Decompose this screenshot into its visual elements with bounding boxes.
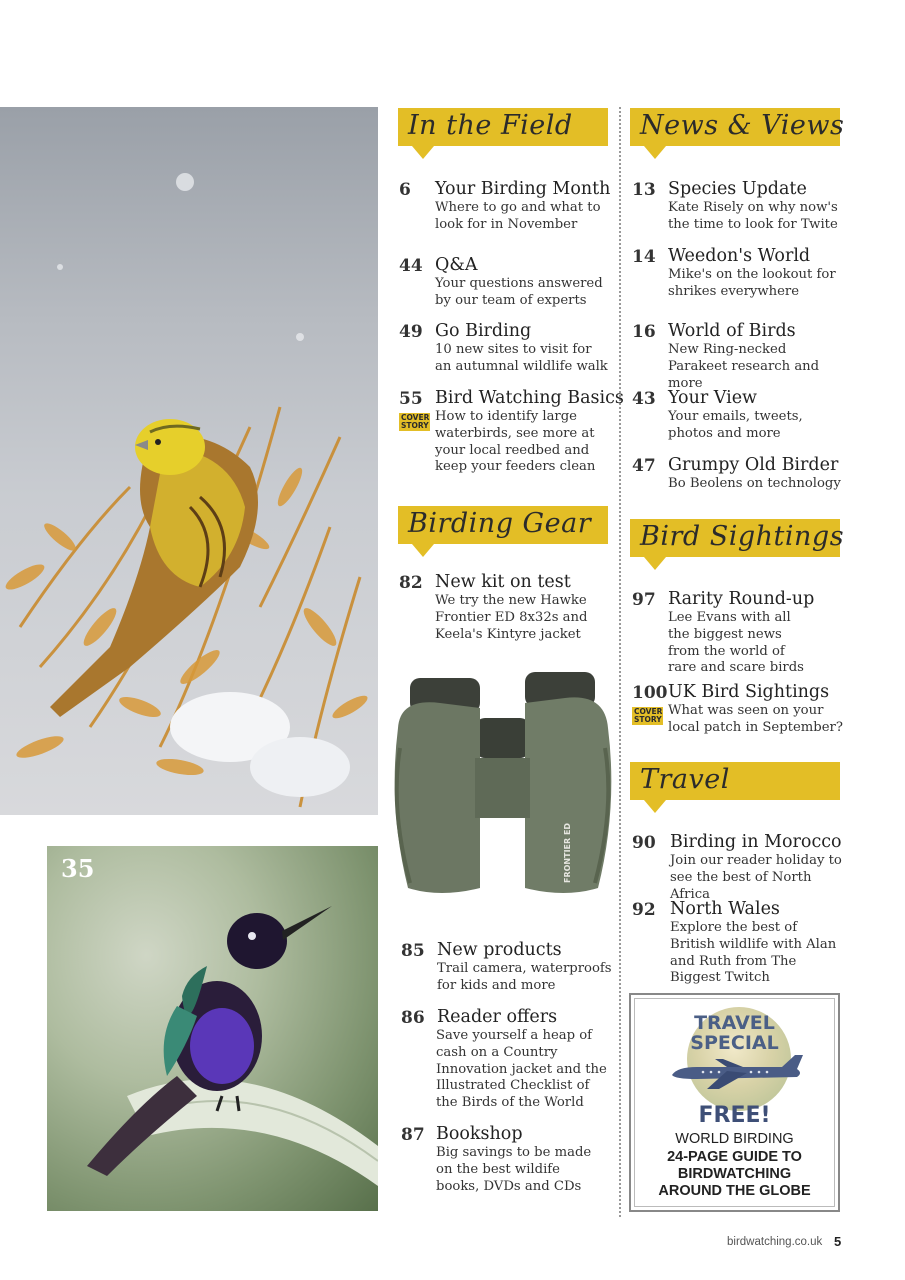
entry-title: Go Birding [435,321,532,341]
page-number: 55 [399,389,423,409]
page-number: 82 [399,573,423,593]
section-header-news-views [630,108,845,146]
binoculars-brand-text: FRONTIER ED [563,822,572,883]
yellowhammer-photo [0,107,378,815]
header-arrow [644,557,666,570]
section-title: In the Field [408,110,573,141]
entry-title: World of Birds [668,321,796,341]
header-arrow [412,544,434,557]
airplane-icon [667,1053,807,1093]
page-number: 49 [399,322,423,342]
entry-description: Explore the best of British wildlife with Alan and Ruth from The Biggest Twitch [670,920,837,986]
page-number: 100 [632,683,668,703]
page-number: 43 [632,389,656,409]
binoculars-photo [380,648,620,940]
entry-title: Your Birding Month [435,179,611,199]
entry-title: Rarity Round-up [668,589,815,609]
entry-description: We try the new Hawke Frontier ED 8x32s and Keela's Kintyre jacket [435,593,588,642]
promo-inner-frame [634,998,835,1207]
entry-title: New products [437,940,562,960]
page-number: 97 [632,590,656,610]
page-number: 47 [632,456,656,476]
footer-website[interactable]: birdwatching.co.uk [727,1236,823,1248]
entry-title: Your View [668,388,758,408]
entry-title: New kit on test [435,572,571,592]
entry-title: Weedon's World [668,246,811,266]
section-header-in-the-field [398,108,608,146]
entry-description: Bo Beolens on technology [668,476,841,491]
yellowhammer-illustration [0,107,378,815]
page-number: 16 [632,322,656,342]
promo-title-line2: SPECIAL [690,1032,779,1054]
entry-description: Join our reader holiday to see the best of North Africa [670,853,842,902]
entry-description: Trail camera, waterproofs for kids and more [437,961,612,993]
entry-title: Bookshop [436,1124,523,1144]
entry-description: Kate Risely on why now's the time to look for Twite [668,200,838,232]
section-title: Travel [640,764,730,795]
entry-description: Big savings to be made on the best wildife books, DVDs and CDs [436,1145,592,1194]
page-number: 85 [401,941,425,961]
entry-description: New Ring-necked Parakeet research and more [668,342,820,391]
entry-description: Where to go and what to look for in November [435,200,601,232]
entry-title: Bird Watching Basics [435,388,624,408]
page-number: 14 [632,247,656,267]
entry-title: Grumpy Old Birder [668,455,839,475]
entry-title: Q&A [435,255,478,275]
page-number: 92 [632,900,656,920]
promo-free-text: FREE! [698,1103,771,1128]
entry-title: North Wales [670,899,780,919]
entry-title: Reader offers [437,1007,558,1027]
section-title: News & Views [640,110,845,141]
travel-special-promo[interactable] [629,993,840,1212]
entry-description: Your questions answered by our team of experts [435,276,603,308]
promo-guide-text [635,1149,834,1200]
entry-description: Mike's on the lookout for shrikes everywhere [668,267,836,299]
page-number: 13 [632,180,656,200]
entry-title: Birding in Morocco [670,832,842,852]
hummingbird-illustration [47,846,378,1211]
photo-page-reference: 35 [61,854,95,883]
column-divider [619,107,621,1217]
promo-world-birding: WORLD BIRDING [675,1131,794,1147]
cover-story-badge: COVER STORY [401,413,430,430]
section-header-bird-sightings [630,519,845,557]
header-arrow [412,146,434,159]
cover-story-badge: COVER STORY [634,707,663,724]
header-arrow [644,146,666,159]
section-header-birding-gear [398,506,608,544]
page-number: 6 [399,180,411,200]
entry-title: UK Bird Sightings [668,682,830,702]
page-number: 87 [401,1125,425,1145]
promo-guide-line1: 24-PAGE GUIDE TO [667,1149,802,1165]
page-number: 90 [632,833,656,853]
entry-description: Lee Evans with all the biggest news from the world of rare and scare birds [668,610,804,676]
header-arrow [644,800,666,813]
entry-description: What was seen on your local patch in September? [668,703,843,735]
entry-title: Species Update [668,179,807,199]
hummingbird-photo [47,846,378,1211]
page-number: 44 [399,256,423,276]
entry-description: Save yourself a heap of cash on a Country Innovation jacket and the Illustrated Checklist of the Birds of the World [436,1028,607,1111]
promo-guide-line3: AROUND THE GLOBE [658,1183,811,1199]
promo-guide-line2: BIRDWATCHING [677,1166,792,1182]
binoculars-illustration [380,648,620,940]
entry-description: 10 new sites to visit for an autumnal wildlife walk [435,342,608,374]
section-title: Bird Sightings [640,521,845,552]
entry-description: How to identify large waterbirds, see more at your local reedbed and keep your feeders clean [435,409,596,475]
page-number: 86 [401,1008,425,1028]
section-title: Birding Gear [408,508,592,539]
promo-title-line1: TRAVEL [694,1012,775,1034]
section-header-travel [630,762,840,800]
footer-page-number: 5 [834,1234,842,1249]
entry-description: Your emails, tweets, photos and more [668,409,803,441]
